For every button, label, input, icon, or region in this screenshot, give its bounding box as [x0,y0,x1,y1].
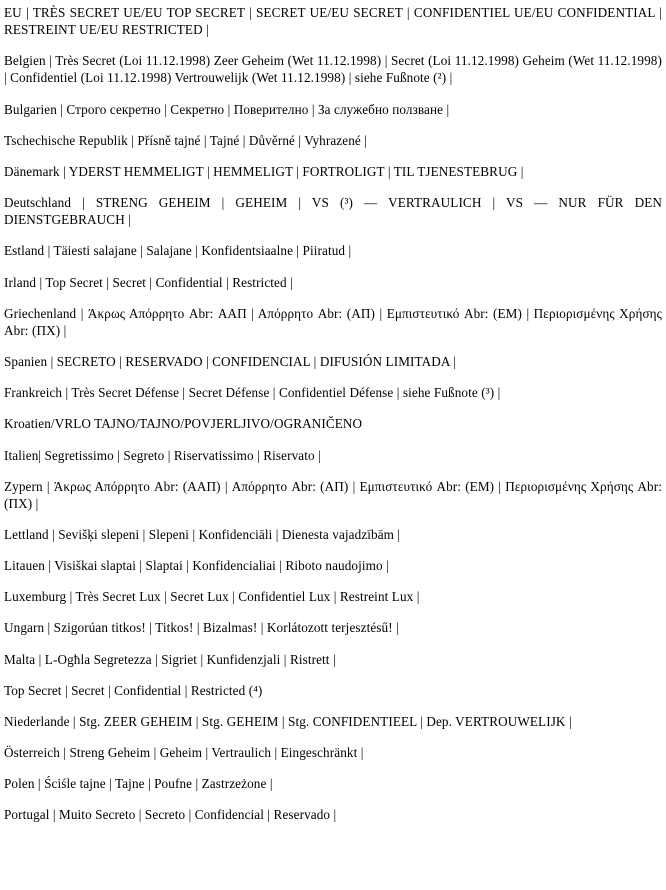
row-belgien: Belgien | Très Secret (Loi 11.12.1998) Zeer Geheim (Wet 11.12.1998) | Secret (Loi 11.12.1998) Geheim (Wet 11.12.1998) | Confidentiel (Loi 11.12.1998) Vertrouwelijk (Wet 11.12.1998) | siehe Fußnote (²) | [4,53,662,86]
row-malta: Malta | L-Ogħla Segretezza | Sigriet | Kunfidenzjali | Ristrett | [4,651,336,667]
row-irland: Irland | Top Secret | Secret | Confidential | Restricted | [4,274,293,290]
row-niederlande: Niederlande | Stg. ZEER GEHEIM | Stg. GEHEIM | Stg. CONFIDENTIEEL | Dep. VERTROUWELIJK | [4,713,572,729]
row-litauen: Litauen | Visiškai slaptai | Slaptai | Konfidencialiai | Riboto naudojimo | [4,558,389,574]
row-deutschland: Deutschland | STRENG GEHEIM | GEHEIM | VS (³) — VERTRAULICH | VS — NUR FÜR DEN DIENSTGEBRAUCH | [4,195,662,228]
row-lettland: Lettland | Sevišķi slepeni | Slepeni | Konfidenciāli | Dienesta vajadzībām | [4,526,401,542]
row-oesterreich: Österreich | Streng Geheim | Geheim | Vertraulich | Eingeschränkt | [4,745,364,761]
row-eu: EU | TRÈS SECRET UE/EU TOP SECRET | SECRET UE/EU SECRET | CONFIDENTIEL UE/EU CONFIDENTIAL | RESTREINT UE/EU RESTRICTED | [4,5,662,38]
row-zypern: Zypern | Άκρως Απόρρητο Abr: (ΑΑΠ) | Απόρρητο Abr: (ΑΠ) | Εμπιστευτικό Abr: (ΕΜ) | Περιορισμένης Χρήσης Abr: (ΠΧ) | [4,478,662,511]
row-spanien: Spanien | SECRETO | RESERVADO | CONFIDENCIAL | DIFUSIÓN LIMITADA | [4,354,456,370]
row-estland: Estland | Täiesti salajane | Salajane | Konfidentsiaalne | Piiratud | [4,243,352,259]
row-tschechische-republik: Tschechische Republik | Přísně tajné | Tajné | Důvěrné | Vyhrazené | [4,132,367,148]
row-frankreich: Frankreich | Très Secret Défense | Secret Défense | Confidentiel Défense | siehe Fußnote (³) | [4,385,501,401]
row-polen: Polen | Ściśle tajne | Tajne | Poufne | Zastrzeżone | [4,776,273,792]
row-ungarn: Ungarn | Szigorúan titkos! | Titkos! | Bizalmas! | Korlátozott terjesztésű! | [4,620,399,636]
row-niederlande-en: Top Secret | Secret | Confidential | Restricted (⁴) [4,682,263,698]
row-bulgarien: Bulgarien | Строго секретно | Секретно | Поверително | За служебно ползване | [4,101,450,117]
row-griechenland: Griechenland | Άκρως Απόρρητο Abr: ΑΑΠ | Απόρρητο Abr: (ΑΠ) | Εμπιστευτικό Abr: (ΕΜ) | Περιορισμένης Χρήσης Abr: (ΠΧ) | [4,305,662,338]
row-italien: Italien| Segretissimo | Segreto | Riservatissimo | Riservato | [4,447,321,463]
row-daenemark: Dänemark | YDERST HEMMELIGT | HEMMELIGT | FORTROLIGT | TIL TJENESTEBRUG | [4,163,524,179]
row-luxemburg: Luxemburg | Très Secret Lux | Secret Lux | Confidentiel Lux | Restreint Lux | [4,589,420,605]
row-portugal: Portugal | Muito Secreto | Secreto | Confidencial | Reservado | [4,807,337,823]
row-kroatien: Kroatien/VRLO TAJNO/TAJNO/POVJERLJIVO/OGRANIČENO [4,416,363,432]
